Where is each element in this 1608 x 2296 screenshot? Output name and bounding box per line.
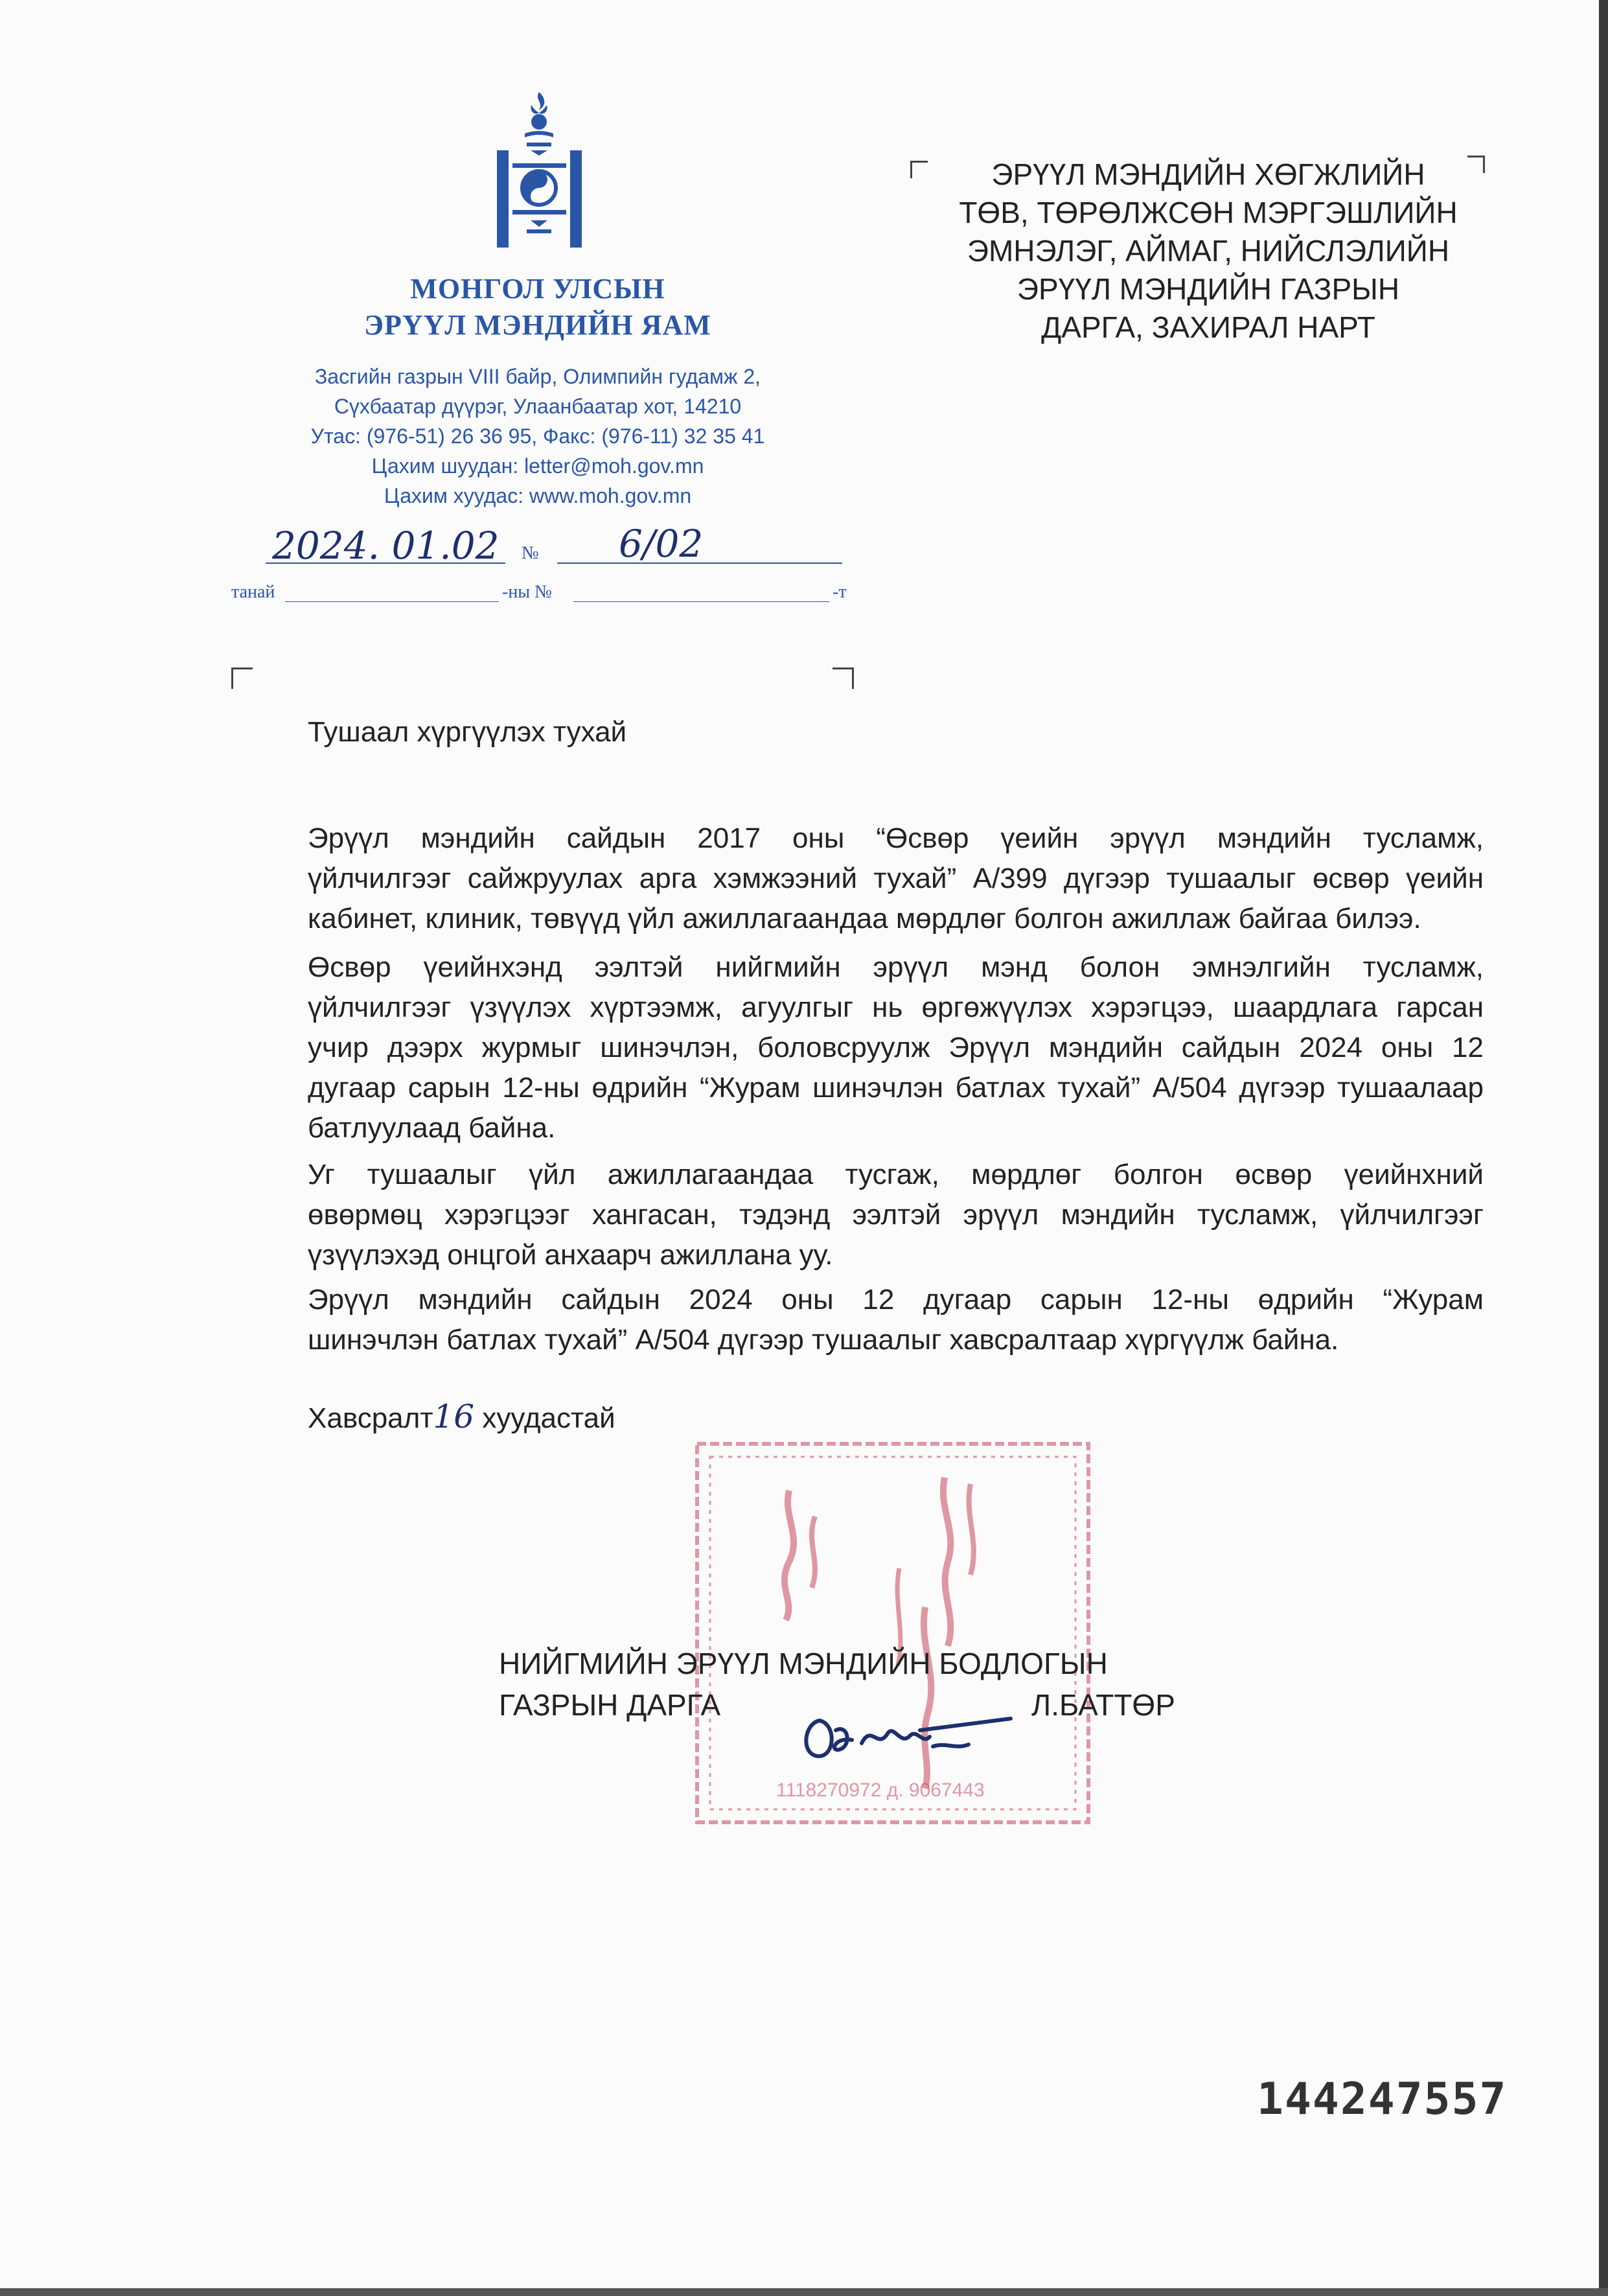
reply-mid: -ны № xyxy=(502,582,552,602)
org-name-line1: МОНГОЛ УЛСЫН xyxy=(410,273,665,305)
official-stamp xyxy=(692,1439,1094,1827)
page-edge xyxy=(1599,0,1608,2296)
recipient-line: ЭМНЭЛЭГ, АЙМАГ, НИЙСЛЭЛИЙН xyxy=(967,234,1450,268)
reply-number-underline xyxy=(573,601,829,602)
attachment-note xyxy=(308,1398,615,1435)
recipient-line: ЭРҮҮЛ МЭНДИЙН ГАЗРЫН xyxy=(1016,272,1400,306)
paragraph-line: Эрүүл мэндийн сайдын 2017 оны “Өсвөр үеийн эрүүл мэндийн тусламж, xyxy=(308,822,1484,854)
date-handwritten: 2024. 01.02 xyxy=(272,524,500,568)
org-name-line2: ЭРҮҮЛ МЭНДИЙН ЯАМ xyxy=(364,309,711,341)
signer-title-line2: ГАЗРЫН ДАРГА xyxy=(499,1688,721,1722)
subject-corner-left xyxy=(231,667,253,689)
letter-subject: Тушаал хүргүүлэх тухай xyxy=(308,716,627,748)
body-paragraph xyxy=(308,947,1484,1148)
paragraph-line: дугаар сарын 12-ны өдрийн “Журам шинэчлэн батлах тухай” А/504 дүгээр тушаалаар xyxy=(308,1072,1484,1104)
paragraph-line: Өсвөр үеийнхэнд ээлтэй нийгмийн эрүүл мэнд болон эмнэлгийн тусламж, xyxy=(308,951,1484,983)
paragraph-line: кабинет, клиник, төвүүд үйл ажиллагаандаа мөрдлөг болгон ажиллаж байгаа билээ. xyxy=(308,903,1421,934)
paragraph-line: учир дээрх журмыг шинэчлэн, боловсруулж Эрүүл мэндийн сайдын 2024 оны 12 xyxy=(308,1032,1484,1063)
body-paragraph xyxy=(308,1155,1484,1275)
address-line: Сүхбаатар дүүрэг, Улаанбаатар хот, 14210 xyxy=(334,395,742,418)
number-handwritten: 6/02 xyxy=(619,522,704,566)
paragraph-line: үзүүлэхэд онцгой анхаарч ажиллана уу. xyxy=(308,1239,833,1271)
address-line: Цахим хуудас: www.moh.gov.mn xyxy=(384,484,692,507)
soyombo-emblem-icon xyxy=(496,91,583,253)
attachment-suffix: хуудастай xyxy=(474,1402,615,1434)
paragraph-line: өвөрмөц хэрэгцээг хангасан, тэдэнд ээлтэй эрүүл мэндийн тусламж, үйлчилгээг xyxy=(308,1199,1484,1231)
recipient-line: ЭРҮҮЛ МЭНДИЙН ХӨГЖЛИЙН xyxy=(991,157,1425,191)
attachment-prefix: Хавсралт xyxy=(308,1402,433,1434)
recipient-block xyxy=(926,156,1490,347)
stamp-registration-text: 1118270972 д. 9067443 xyxy=(776,1780,985,1801)
body-paragraph xyxy=(308,818,1484,939)
document-number: 144247557 xyxy=(1257,2074,1508,2125)
handwritten-signature xyxy=(790,1685,1024,1769)
subject-corner-right xyxy=(833,667,854,689)
reply-prefix: танай xyxy=(231,582,275,602)
paragraph-line: батлуулаад байна. xyxy=(308,1112,556,1144)
recipient-line: ТӨВ, ТӨРӨЛЖСӨН МЭРГЭШЛИЙН xyxy=(959,196,1458,229)
paragraph-line: үйлчилгээг үзүүлэх хүртээмж, агуулгыг нь өргөжүүлэх хэрэгцээ, шаардлага гарсан xyxy=(308,991,1484,1023)
reply-suffix: -т xyxy=(833,582,847,602)
address-line: Утас: (976-51) 26 36 95, Факс: (976-11) 32 35 41 xyxy=(310,424,765,448)
signer-title-line1: НИЙГМИЙН ЭРҮҮЛ МЭНДИЙН БОДЛОГЫН xyxy=(499,1647,1108,1680)
paragraph-line: Эрүүл мэндийн сайдын 2024 оны 12 дугаар сарын 12-ны өдрийн “Журам xyxy=(308,1284,1484,1316)
paragraph-line: үйлчилгээг сайжруулах арга хэмжээний тухай” А/399 дүгээр тушаалыг өсвөр үеийн xyxy=(308,863,1484,894)
address-line: Засгийн газрын VIII байр, Олимпийн гудамж 2, xyxy=(314,365,761,388)
number-sign: № xyxy=(522,543,539,563)
reply-date-underline xyxy=(285,601,499,602)
recipient-corner-left xyxy=(910,161,928,178)
paragraph-line: шинэчлэн батлах тухай” А/504 дүгээр тушаалыг хавсралтаар хүргүүлж байна. xyxy=(308,1324,1339,1356)
address-line: Цахим шуудан: letter@moh.gov.mn xyxy=(371,454,704,478)
page-edge xyxy=(0,2288,1608,2296)
attachment-count-handwritten: 16 xyxy=(433,1398,475,1435)
signer-name: Л.БАТТӨР xyxy=(1031,1688,1175,1722)
recipient-line: ДАРГА, ЗАХИРАЛ НАРТ xyxy=(1041,310,1375,344)
body-paragraph xyxy=(308,1280,1484,1360)
paragraph-line: Уг тушаалыг үйл ажиллагаандаа тусгаж, мөрдлөг болгон өсвөр үеийнхний xyxy=(308,1159,1484,1190)
